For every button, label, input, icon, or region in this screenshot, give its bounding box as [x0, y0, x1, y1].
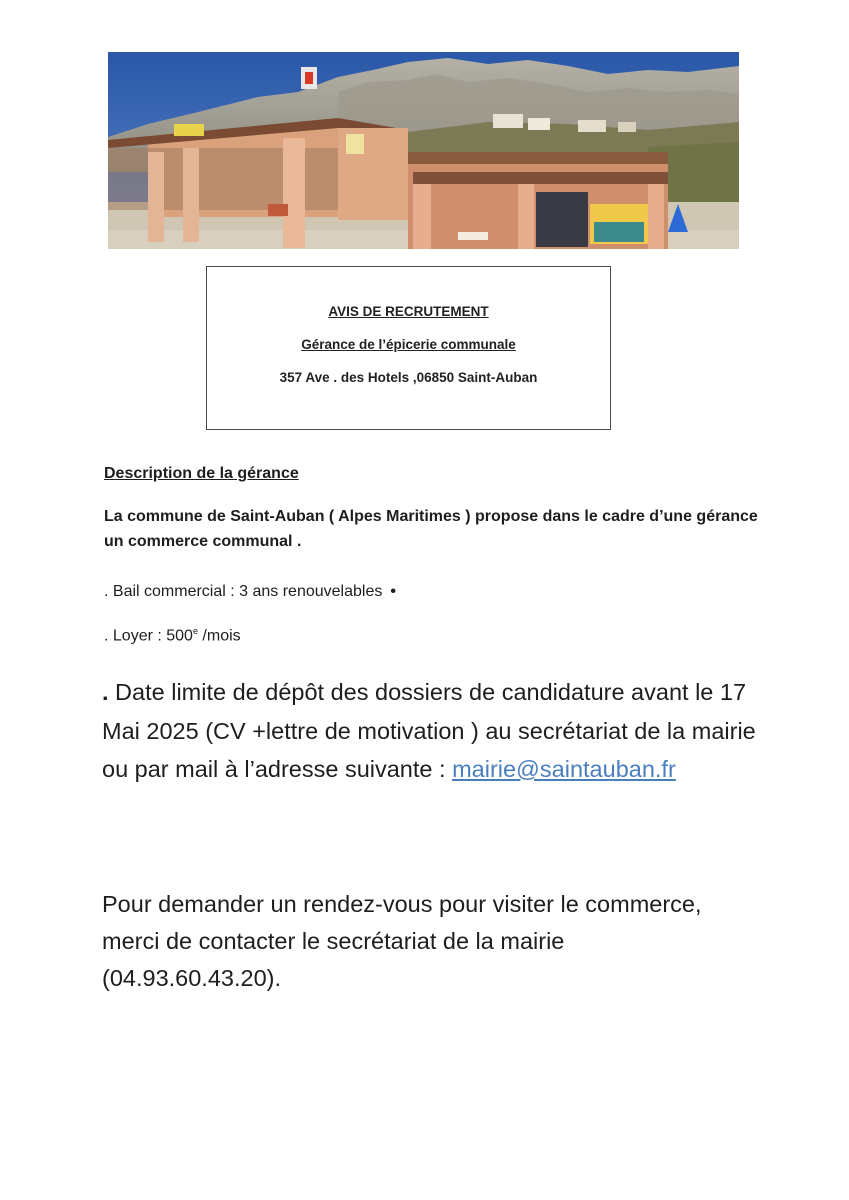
bail-dot: •: [390, 583, 396, 600]
notice-title: AVIS DE RECRUTEMENT: [328, 304, 489, 319]
loyer-line: [104, 626, 241, 645]
deadline-paragraph: [102, 673, 762, 789]
bail-line: [104, 583, 396, 601]
appointment-paragraph: Pour demander un rendez-vous pour visiter le commerce, merci de contacter le secrétariat de la mairie (04.93.60.43.20).: [102, 891, 702, 991]
description-paragraph: La commune de Saint-Auban ( Alpes Maritimes ) propose dans le cadre d’une gérance un commerce communal .: [104, 508, 758, 550]
notice-subtitle: Gérance de l’épicerie communale: [301, 337, 516, 352]
loyer-prefix: . Loyer : 500: [104, 627, 193, 645]
email-link[interactable]: mairie@saintauban.fr: [452, 756, 676, 782]
notice-address: 357 Ave . des Hotels ,06850 Saint-Auban: [279, 370, 538, 385]
deadline-bullet: .: [102, 679, 109, 705]
loyer-superscript: e: [192, 626, 198, 636]
loyer-suffix: /mois: [197, 627, 241, 645]
description-heading: Description de la gérance: [104, 465, 299, 482]
deadline-text: Date limite de dépôt des dossiers de candidature avant le 17 Mai 2025 (CV +lettre de motivation ) au secrétariat de la mairie ou par mail à l’adresse suivante :: [102, 679, 756, 782]
bail-text: . Bail commercial : 3 ans renouvelables: [104, 583, 383, 600]
title-box: [206, 266, 611, 430]
shop-photo: [108, 52, 739, 249]
